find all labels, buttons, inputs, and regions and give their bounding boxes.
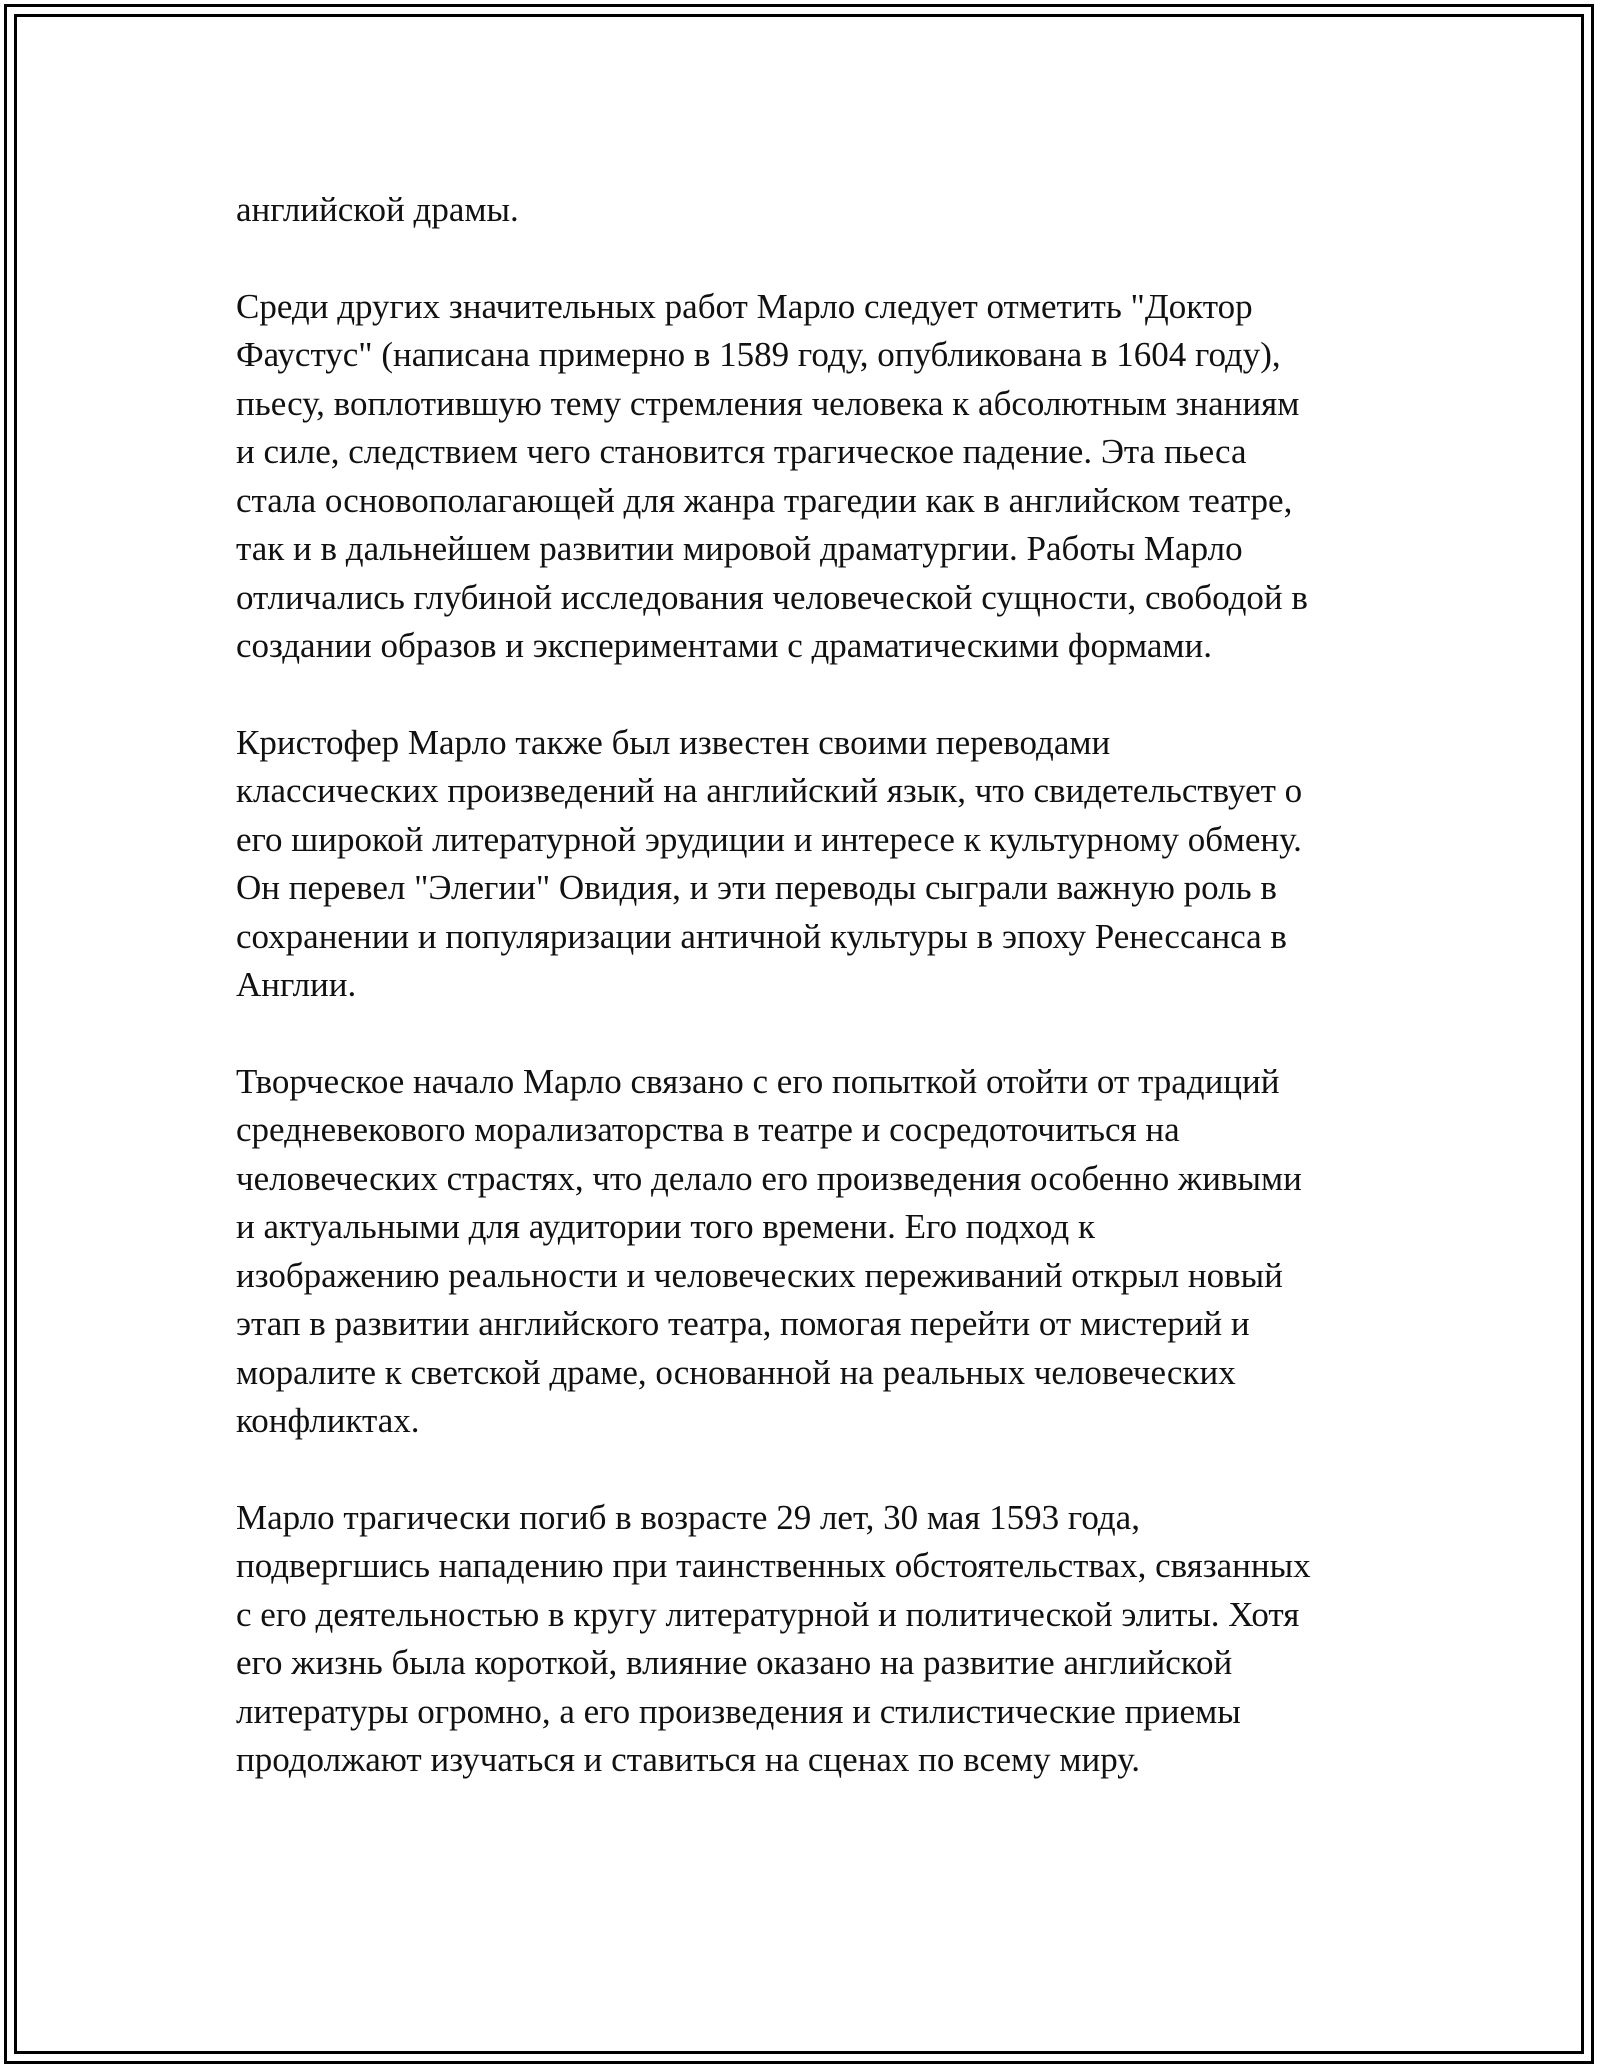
paragraph-4: Творческое начало Марло связано с его попыткой отойти от традиций средневекового морализаторства в театре и сосредоточиться на человеческих страстях, что делало его произведения особенно живыми и актуальными для аудитории того времени. Его подход к изображению реальности и человеческих переживаний открыл новый этап в развитии английского театра, помогая перейти от мистерий и моралите к светской драме, основанной на реальных человеческих конфликтах.: [236, 1061, 1302, 1440]
paragraph-1: английской драмы.: [236, 190, 519, 229]
paragraph-2: Среди других значительных работ Марло следует отметить "Доктор Фаустус" (написана примерно в 1589 году, опубликована в 1604 году), пьесу, воплотившую тему стремления человека к абсолютным знаниям и силе, следствием чего становится трагическое падение. Эта пьеса стала основополагающей для жанра трагедии как в английском театре, так и в дальнейшем развитии мировой драматургии. Работы Марло отличались глубиной исследования человеческой сущности, свободой в создании образов и экспериментами с драматическими формами.: [236, 286, 1308, 665]
document-body: [236, 186, 1376, 1833]
paragraph-5: Марло трагически погиб в возрасте 29 лет, 30 мая 1593 года, подвергшись нападению при таинственных обстоятельствах, связанных с его деятельностью в кругу литературной и политической элиты. Хотя его жизнь была короткой, влияние оказано на развитие английской литературы огромно, а его произведения и стилистические приемы продолжают изучаться и ставиться на сценах по всему миру.: [236, 1497, 1311, 1779]
paragraph-3: Кристофер Марло также был известен своими переводами классических произведений на английский язык, что свидетельствует о его широкой литературной эрудиции и интересе к культурному обмену. Он перевел "Элегии" Овидия, и эти переводы сыграли важную роль в сохранении и популяризации античной культуры в эпоху Ренессанса в Англии.: [236, 722, 1303, 1004]
